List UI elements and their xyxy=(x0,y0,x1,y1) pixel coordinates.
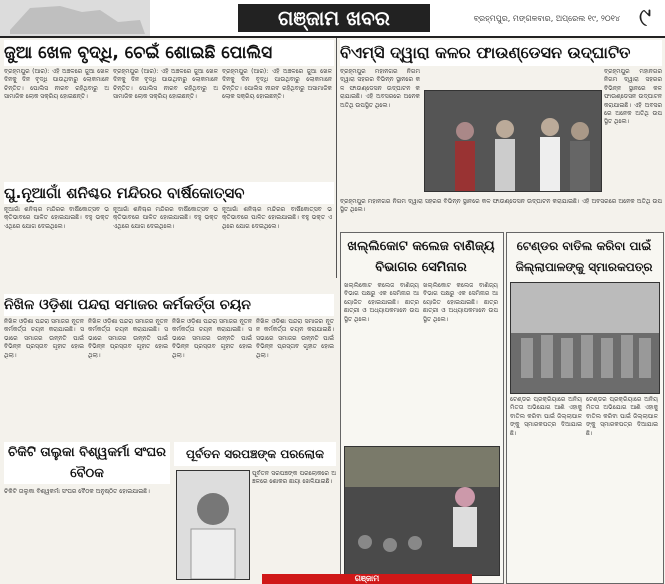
article-samaj-col4: ନିଖିଳ ଓଡ଼ିଶା ପନ୍ଦରା ସମାଜର ନୂତନ କର୍ମକର୍ତ୍ତା ଚୟନ କରାଯାଇଛି। ସଭାରେ ସମାଜର ଉନ୍ନତି ପାଇଁ ବିଭିନ୍ନ ପ୍ରସ୍ତାବ ଗୃହୀତ ହୋଇଥିଲା। xyxy=(256,318,334,359)
headline-khallikote: ଖଲ୍ଲିକୋଟ କଲେଜ ବାଣିଜ୍ୟ ବିଭାଗର ସେମିନାର xyxy=(347,239,495,275)
headline-chikiti: ଚିକିଟି ତାଲୁକା ବିଶ୍ୱକର୍ମା ସଂଘର ବୈଠକ xyxy=(4,442,170,484)
odisha-map-icon xyxy=(0,0,150,36)
headline-tender: ଟେଣ୍ଡର ବାତିଲ କରିବା ପାଇଁ ଜିଲ୍ଲାପାଳଙ୍କୁ ସ୍ମାରକପତ୍ର xyxy=(515,239,653,274)
article-temple-col2: ନୂଆଗାଁ ଶନିଶ୍ଚର ମନ୍ଦିରର ବାର୍ଷିକୋତ୍ସବ ଭକ୍ତିଭାବରେ ପାଳିତ ହୋଇଯାଇଛି। ବହୁ ଭକ୍ତ ଏଥିରେ ଯୋଗ ଦେଇଥିଲେ। xyxy=(113,206,218,230)
article-temple-col1: ନୂଆଗାଁ ଶନିଶ୍ଚର ମନ୍ଦିରର ବାର୍ଷିକୋତ୍ସବ ଭକ୍ତିଭାବରେ ପାଳିତ ହୋଇଯାଇଛି। ବହୁ ଭକ୍ତ ଏଥିରେ ଯୋଗ ଦେଇଥିଲେ। xyxy=(4,206,109,230)
headline-sarpanch: ପୂର୍ବତନ ସରପଞ୍ଚଙ୍କ ପରଲୋକ xyxy=(174,442,336,466)
article-gambling-col3: ବ୍ରହ୍ମପୁର (ଆର): ଏହି ଅଞ୍ଚଳରେ ଜୁଆ ଖେଳ ଦିନକୁ ଦିନ ବୃଦ୍ଧି ପାଉଥିବାରୁ ଲୋକମାନେ ଚିନ୍ତିତ। ପୋଲିସ ନୀରବ ରହିଥିବାରୁ ଅସାମାଜିକ ଲୋକ ସକ୍ରିୟ ହୋଇଛନ୍ତି। xyxy=(222,68,332,101)
article-bmc-col3: ବ୍ରହ୍ମପୁର ମହାନଗର ନିଗମ ଦ୍ୱାରା ସହରର ବିଭିନ୍ନ ସ୍ଥାନରେ କଳ ଫାଉଣ୍ଡେସନ ଉଦ୍‌ଘାଟନ କରାଯାଇଛି। ଏହି ଅବସରରେ ଅନେକ ଅତିଥି ଉପସ୍ଥିତ ଥିଲେ। xyxy=(604,68,662,126)
column-divider xyxy=(336,38,337,278)
article-temple-col3: ନୂଆଗାଁ ଶନିଶ୍ଚର ମନ୍ଦିରର ବାର୍ଷିକୋତ୍ସବ ଭକ୍ତିଭାବରେ ପାଳିତ ହୋଇଯାଇଛି। ବହୁ ଭକ୍ତ ଏଥିରେ ଯୋଗ ଦେଇଥିଲେ। xyxy=(222,206,332,230)
article-tender-col2: ଟେଣ୍ଡର ପ୍ରକ୍ରିୟାରେ ଅନିୟମିତତା ଅଭିଯୋଗ ଆଣି ଏହାକୁ ବାତିଲ କରିବା ପାଇଁ ଜିଲ୍ଲାପାଳଙ୍କୁ ସ୍ମାରକପତ୍ର ଦିଆଯାଇଛି। xyxy=(586,396,658,437)
tender-photo xyxy=(510,282,660,394)
section-title: ଗଞ୍ଜାମ ଖବର xyxy=(238,4,430,32)
footer-banner: ଗଞ୍ଜାମ xyxy=(262,574,472,584)
article-khallikote-col1: ଖଲ୍ଲିକୋଟ କଲେଜ ବାଣିଜ୍ୟ ବିଭାଗ ପକ୍ଷରୁ ଏକ ସେମିନାର ଆୟୋଜିତ ହୋଇଯାଇଛି। ଛାତ୍ରଛାତ୍ରୀ ଓ ଅଧ୍ୟାପକମାନେ ଉପସ୍ଥିତ ଥିଲେ। xyxy=(344,282,419,323)
headline-bmc: ବିଏମ୍‌ସି ଦ୍ୱାରା କଳର ଫାଉଣ୍ଡେସନ ଉଦ୍‌ଘାଟିତ xyxy=(340,40,662,66)
article-samaj-col3: ନିଖିଳ ଓଡ଼ିଶା ପନ୍ଦରା ସମାଜର ନୂତନ କର୍ମକର୍ତ୍ତା ଚୟନ କରାଯାଇଛି। ସଭାରେ ସମାଜର ଉନ୍ନତି ପାଇଁ ବିଭିନ୍ନ ପ୍ରସ୍ତାବ ଗୃହୀତ ହୋଇଥିଲା। xyxy=(172,318,252,359)
headline-samaj: ନିଖିଳ ଓଡ଼ିଶା ପନ୍ଦରା ସମାଜର କର୍ମକର୍ତ୍ତା ଚୟନ xyxy=(4,294,334,316)
article-chikiti-body: ଚିକିଟି ତାଲୁକା ବିଶ୍ୱକର୍ମା ସଂଘର ବୈଠକ ଅନୁଷ୍ଠିତ ହୋଇଯାଇଛି। xyxy=(4,488,150,495)
article-gambling-col2: ବ୍ରହ୍ମପୁର (ଆର): ଏହି ଅଞ୍ଚଳରେ ଜୁଆ ଖେଳ ଦିନକୁ ଦିନ ବୃଦ୍ଧି ପାଉଥିବାରୁ ଲୋକମାନେ ଚିନ୍ତିତ। ପୋଲିସ ନୀରବ ରହିଥିବାରୁ ଅସାମାଜିକ ଲୋକ ସକ୍ରିୟ ହୋଇଛନ୍ତି। xyxy=(113,68,218,101)
article-bmc-continued: ବ୍ରହ୍ମପୁର ମହାନଗର ନିଗମ ଦ୍ୱାରା ସହରର ବିଭିନ୍ନ ସ୍ଥାନରେ କଳ ଫାଉଣ୍ଡେସନ ଉଦ୍‌ଘାଟନ କରାଯାଇଛି। ଏହି ଅବସରରେ ଅନେକ ଅତିଥି ଉପସ୍ଥିତ ଥିଲେ। xyxy=(340,198,662,214)
masthead xyxy=(0,0,665,38)
sarpanch-portrait xyxy=(176,470,250,580)
article-khallikote-col2: ଖଲ୍ଲିକୋଟ କଲେଜ ବାଣିଜ୍ୟ ବିଭାଗ ପକ୍ଷରୁ ଏକ ସେମିନାର ଆୟୋଜିତ ହୋଇଯାଇଛି। ଛାତ୍ରଛାତ୍ରୀ ଓ ଅଧ୍ୟାପକମାନେ ଉପସ୍ଥିତ ଥିଲେ। xyxy=(423,282,498,323)
dateline: ବ୍ରହ୍ମପୁର, ମଙ୍ଗଳବାର, ଅପ୍ରେଲ ୧୯, ୨୦୧୪ xyxy=(473,14,620,23)
article-bmc-col1: ବ୍ରହ୍ମପୁର ମହାନଗର ନିଗମ ଦ୍ୱାରା ସହରର ବିଭିନ୍ନ ସ୍ଥାନରେ କଳ ଫାଉଣ୍ଡେସନ ଉଦ୍‌ଘାଟନ କରାଯାଇଛି। ଏହି ଅବସରରେ ଅନେକ ଅତିଥି ଉପସ୍ଥିତ ଥିଲେ। xyxy=(340,68,420,109)
page-number: ୯ xyxy=(638,3,652,33)
article-samaj-col1: ନିଖିଳ ଓଡ଼ିଶା ପନ୍ଦରା ସମାଜର ନୂତନ କର୍ମକର୍ତ୍ତା ଚୟନ କରାଯାଇଛି। ସଭାରେ ସମାଜର ଉନ୍ନତି ପାଇଁ ବିଭିନ୍ନ ପ୍ରସ୍ତାବ ଗୃହୀତ ହୋଇଥିଲା। xyxy=(4,318,84,359)
article-gambling-col1: ବ୍ରହ୍ମପୁର (ଆର): ଏହି ଅଞ୍ଚଳରେ ଜୁଆ ଖେଳ ଦିନକୁ ଦିନ ବୃଦ୍ଧି ପାଉଥିବାରୁ ଲୋକମାନେ ଚିନ୍ତିତ। ପୋଲିସ ନୀରବ ରହିଥିବାରୁ ଅସାମାଜିକ ଲୋକ ସକ୍ରିୟ ହୋଇଛନ୍ତି। xyxy=(4,68,109,101)
article-samaj-col2: ନିଖିଳ ଓଡ଼ିଶା ପନ୍ଦରା ସମାଜର ନୂତନ କର୍ମକର୍ତ୍ତା ଚୟନ କରାଯାଇଛି। ସଭାରେ ସମାଜର ଉନ୍ନତି ପାଇଁ ବିଭିନ୍ନ ପ୍ରସ୍ତାବ ଗୃହୀତ ହୋଇଥିଲା। xyxy=(88,318,168,359)
bmc-event-photo xyxy=(424,90,602,192)
seminar-photo xyxy=(344,446,500,576)
headline-temple: ଘୁ.ନୂଆଗାଁ ଶନିଶ୍ଚର ମନ୍ଦିରର ବାର୍ଷିକୋତ୍ସବ xyxy=(4,182,334,204)
article-sarpanch-body: ପୂର୍ବତନ ସରପଞ୍ଚଙ୍କ ପରଲୋକରେ ଅଞ୍ଚଳରେ ଶୋକର ଛାୟା ଖେଳିଯାଇଛି। xyxy=(252,470,336,486)
article-tender-col1: ଟେଣ୍ଡର ପ୍ରକ୍ରିୟାରେ ଅନିୟମିତତା ଅଭିଯୋଗ ଆଣି ଏହାକୁ ବାତିଲ କରିବା ପାଇଁ ଜିଲ୍ଲାପାଳଙ୍କୁ ସ୍ମାରକପତ୍ର ଦିଆଯାଇଛି। xyxy=(510,396,582,437)
headline-gambling: ଜୁଆ ଖେଳ ବୃଦ୍ଧି, ଚେଇଁ ଶୋଇଛି ପୋଲିସ xyxy=(4,40,334,66)
